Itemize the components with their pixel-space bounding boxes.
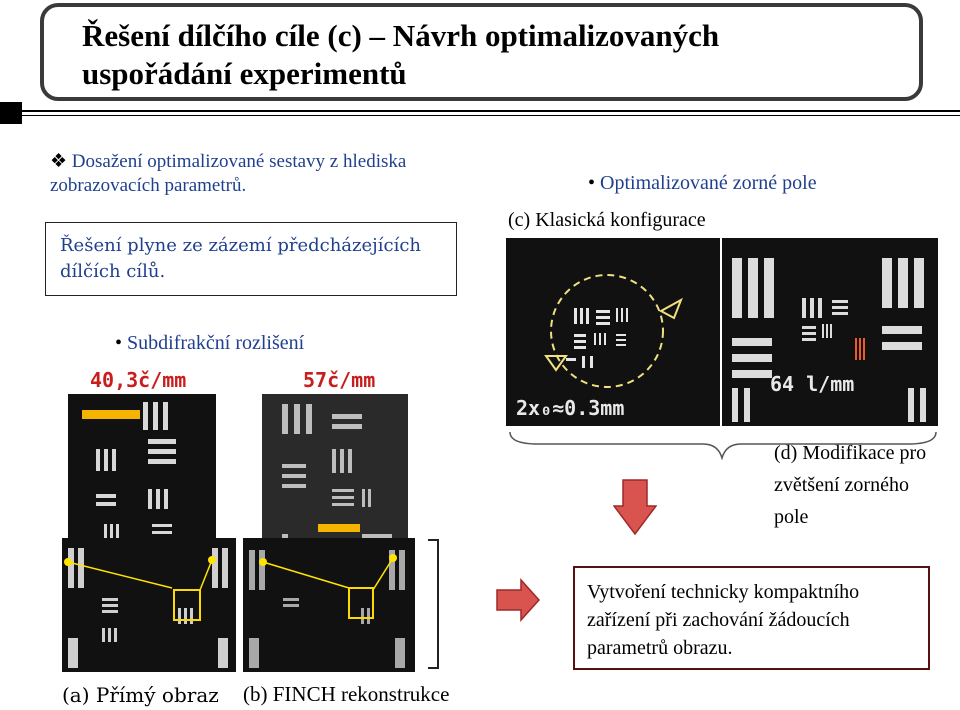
caption-c: (c) Klasická konfigurace xyxy=(508,209,706,231)
image-a-full xyxy=(62,538,236,672)
result-box xyxy=(573,566,930,670)
result-line-1: Vytvoření technicky kompaktního xyxy=(587,581,860,603)
right-arrow-icon xyxy=(495,578,541,622)
image-b-zoom-graphic xyxy=(262,394,408,562)
caption-d xyxy=(774,437,926,533)
title-box xyxy=(40,3,923,101)
caption-d-line-2: zvětšení zorného xyxy=(774,474,909,496)
down-arrow-icon xyxy=(613,478,657,536)
resolution-b: 57č/mm xyxy=(303,368,376,392)
title-line-1: Řešení dílčího cíle (c) – Návrh optimalizovaných xyxy=(82,18,720,53)
fov-heading xyxy=(588,171,817,195)
note-box xyxy=(45,222,457,296)
note-line-2: dílčích cílů. xyxy=(60,261,166,282)
corner-square xyxy=(0,102,22,124)
note-line-1: Řešení plyne ze zázemí předcházejících xyxy=(60,235,422,256)
fov-bullet: • xyxy=(588,172,596,194)
image-a-full-graphic xyxy=(62,538,236,672)
caption-d-line-1: (d) Modifikace pro xyxy=(774,442,927,464)
image-b-full-graphic xyxy=(243,538,415,672)
image-d-modified xyxy=(722,238,938,426)
caption-a: (a) Přímý obraz xyxy=(62,683,219,707)
subdiff-label: Subdifrakční rozlišení xyxy=(127,332,305,354)
fov-label: Optimalizované zorné pole xyxy=(600,172,817,194)
caption-d-line-3: pole xyxy=(774,506,809,528)
slide-title xyxy=(82,17,719,93)
scale-label-d: 64 l/mm xyxy=(770,372,855,396)
main-bullet-line-2: zobrazovacích parametrů. xyxy=(50,175,247,196)
image-b-zoom xyxy=(262,394,408,562)
result-line-3: parametrů obrazu. xyxy=(587,637,733,659)
title-line-2: uspořádání experimentů xyxy=(82,56,407,91)
main-bullet-line-1: Dosažení optimalizované sestavy z hlediska xyxy=(71,151,407,172)
title-rule xyxy=(22,110,960,112)
resolution-a: 40,3č/mm xyxy=(90,368,187,392)
bracket-ab xyxy=(424,538,444,670)
image-b-full xyxy=(243,538,415,672)
image-c-classic xyxy=(506,238,720,426)
result-line-2: zařízení při zachování žádoucích xyxy=(587,609,850,631)
scale-label-c: 2x₀≈0.3mm xyxy=(516,396,625,420)
title-rule-thin xyxy=(22,115,960,116)
subdiff-heading xyxy=(115,331,304,355)
diamond-bullet-icon: ❖ xyxy=(50,151,68,172)
main-bullet xyxy=(50,150,490,198)
subdiff-bullet: • xyxy=(115,332,123,354)
image-d-graphic xyxy=(722,238,938,426)
caption-b: (b) FINCH rekonstrukce xyxy=(243,682,450,706)
image-a-zoom-graphic xyxy=(68,394,216,558)
image-a-zoom xyxy=(68,394,216,558)
